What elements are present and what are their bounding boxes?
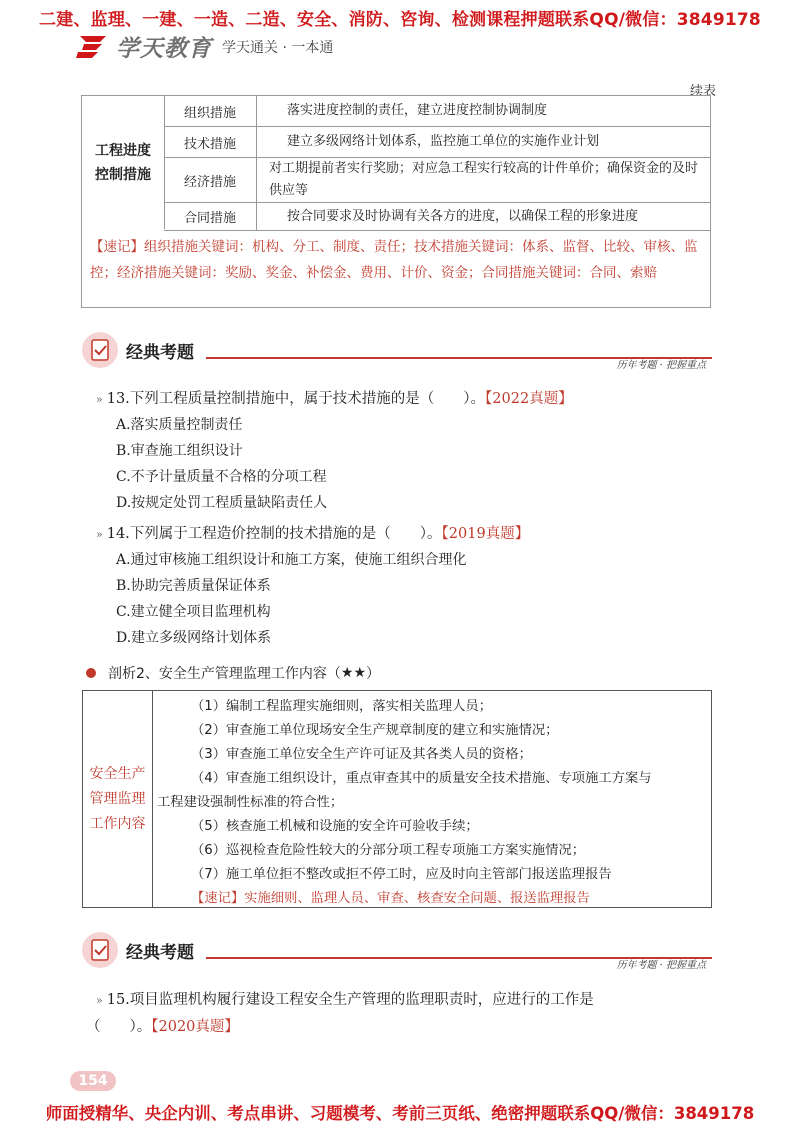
progress-control-table [81, 95, 711, 308]
option: C.建立健全项目监理机构 [116, 604, 271, 620]
question-year: 【2019真题】 [441, 526, 530, 542]
question-year: 【2020真题】 [151, 1019, 239, 1035]
table-row [164, 203, 710, 231]
list-item: （3）审查施工单位安全生产许可证及其各类人员的资格； [191, 747, 532, 762]
list-item: （4）审查施工组织设计，重点审查其中的质量安全技术措施、专项施工方案与 [191, 771, 652, 786]
publisher-logo [76, 30, 333, 63]
list-item: （6）巡视检查危险性较大的分部分项工程专项施工方案实施情况； [191, 843, 586, 858]
list-item: （1）编制工程监理实施细则，落实相关监理人员； [191, 699, 492, 714]
list-item: （7）施工单位拒不整改或拒不停工时，应及时向主管部门报送监理报告 [191, 867, 612, 882]
row-text: 落实进度控制的责任，建立进度控制协调制度 [287, 103, 548, 118]
question-stem: 15.项目监理机构履行建设工程安全生产管理的监理职责时，应进行的工作是 [106, 992, 594, 1008]
chevron-right-icon: » [96, 994, 103, 1007]
row-label: 技术措施 [164, 127, 257, 157]
question-stem: 13.下列工程质量控制措施中，属于技术措施的是（ ）。 [106, 391, 486, 407]
section-title: 经典考题 [126, 342, 194, 363]
analysis-title: 剖析2、安全生产管理监理工作内容（ [108, 666, 341, 682]
row-label: 组织措施 [164, 96, 257, 126]
question-15-line2 [86, 1015, 239, 1036]
exam-clipboard-icon [80, 330, 120, 370]
option: C.不予计量质量不合格的分项工程 [116, 469, 327, 485]
importance-stars: ★★ [340, 665, 367, 681]
row-label: 合同措施 [164, 203, 257, 230]
table-row [164, 158, 710, 203]
section-header-classic-questions-2 [80, 930, 712, 970]
section-subtitle: 历年考题 · 把握重点 [616, 960, 706, 971]
question-year: 【2022真题】 [485, 391, 573, 407]
section-header-classic-questions [80, 330, 712, 370]
table2-category: 安全生产管理监理工作内容 [83, 691, 153, 907]
option: A.通过审核施工组织设计和施工方案，使施工组织合理化 [116, 552, 467, 568]
table2-memo: 【速记】实施细则、监理人员、审查、核查安全问题、报送监理报告 [191, 891, 590, 906]
logo-name: 学天教育 [116, 36, 212, 62]
row-label: 经济措施 [164, 158, 257, 202]
analysis-heading [86, 663, 380, 683]
row-text: 对工期提前者实行奖励；对应急工程实行较高的计件单价；确保资金的及时供应等 [269, 161, 699, 198]
bullet-dot-icon [86, 668, 96, 678]
table2-items [155, 695, 705, 911]
table-row [164, 96, 710, 127]
question-15 [96, 988, 594, 1009]
chevron-right-icon: » [96, 393, 103, 406]
list-item-continuation: 工程建设强制性标准的符合性； [157, 795, 344, 810]
continued-label: 续表 [689, 84, 716, 99]
list-item: （2）审查施工单位现场安全生产规章制度的建立和实施情况； [191, 723, 559, 738]
table-row [164, 127, 710, 158]
option: B.协助完善质量保证体系 [116, 578, 271, 594]
row-text: 按合同要求及时协调有关各方的进度，以确保工程的形象进度 [287, 208, 639, 224]
option: B.审查施工组织设计 [116, 443, 243, 459]
logo-subtitle: 学天通关 · 一本通 [222, 39, 334, 56]
option: D.建立多级网络计划体系 [116, 630, 272, 646]
logo-mark-icon [76, 34, 110, 60]
question-stem: 14.下列属于工程造价控制的技术措施的是（ ）。 [106, 526, 442, 542]
section-subtitle: 历年考题 · 把握重点 [616, 360, 706, 371]
safety-supervision-table [82, 690, 712, 908]
chevron-right-icon: » [96, 528, 103, 541]
list-item: （5）核查施工机械和设施的安全许可验收手续； [191, 819, 479, 834]
bottom-promo-banner: 师面授精华、央企内训、考点串讲、习题模考、考前三页纸、绝密押题联系QQ/微信：3849178 [45, 1104, 755, 1123]
question-14 [96, 522, 529, 543]
row-text: 建立多级网络计划体系，监控施工单位的实施作业计划 [287, 134, 600, 149]
option: A.落实质量控制责任 [116, 417, 243, 433]
exam-clipboard-icon [80, 930, 120, 970]
option: D.按规定处罚工程质量缺陷责任人 [116, 495, 328, 511]
section-title: 经典考题 [126, 942, 194, 963]
table1-memo: 【速记】组织措施关键词：机构、分工、制度、责任；技术措施关键词：体系、监督、比较、审核、监控；经济措施关键词：奖励、奖金、补偿金、费用、计价、资金；合同措施关键词：合同、索赔 [90, 239, 698, 281]
top-promo-banner: 二建、监理、一建、一造、二造、安全、消防、咨询、检测课程押题联系QQ/微信：3849178 [39, 10, 761, 30]
question-stem-cont: （ ）。 [86, 1019, 152, 1035]
analysis-close: ） [366, 666, 381, 682]
page-number: 154 [70, 1071, 116, 1091]
table1-category: 工程进度控制措施 [82, 96, 165, 229]
question-13 [96, 387, 573, 408]
